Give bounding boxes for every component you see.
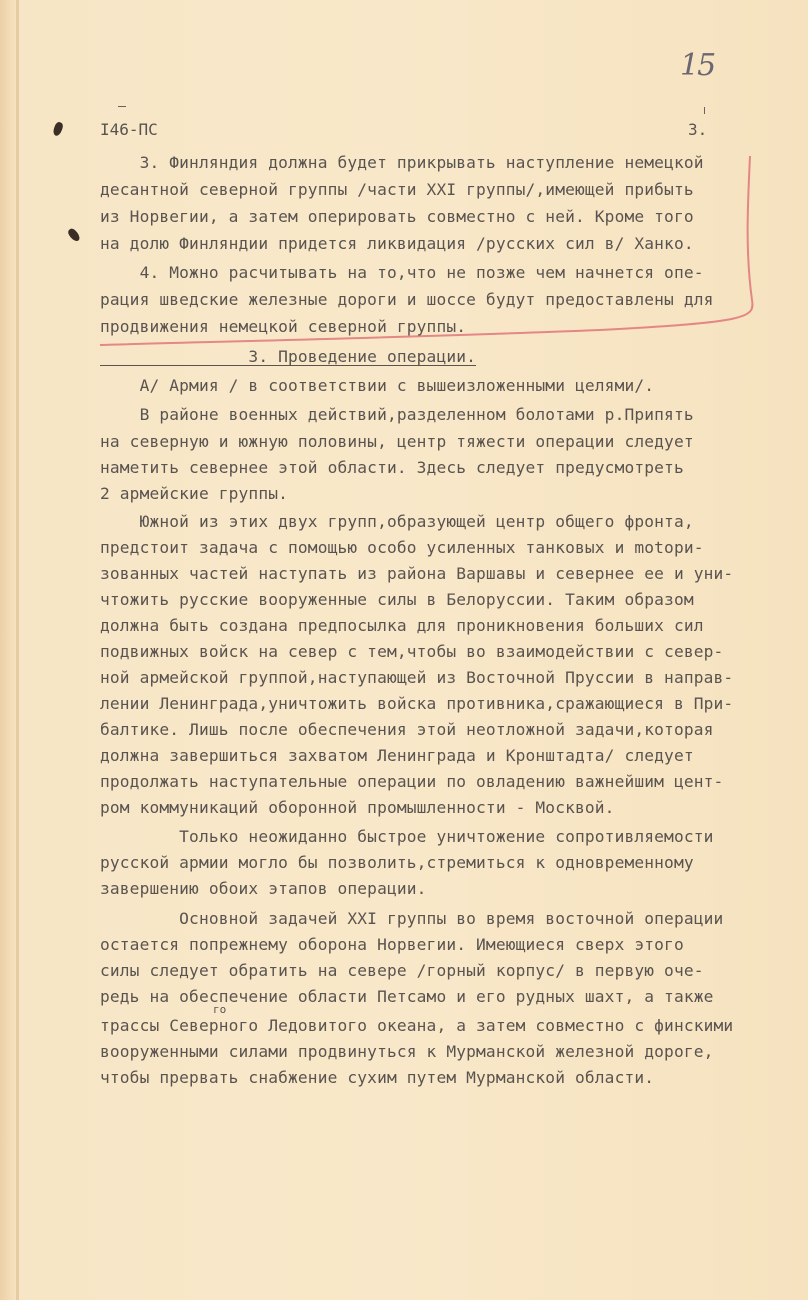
text-line: ром коммуникаций оборонной промышленности - Москвой. xyxy=(100,798,615,817)
text-line: рация шведские железные дороги и шоссе будут предоставлены для xyxy=(100,290,714,309)
sheet-number: 3. xyxy=(688,120,708,139)
text-line: наметить севернее этой области. Здесь следует предусмотреть xyxy=(100,458,684,477)
superscript-correction: го xyxy=(213,1003,227,1016)
text-line: балтике. Лишь после обеспечения этой неотложной задачи,которая xyxy=(100,720,714,739)
text-line: продолжать наступательные операции по овладению важнейшим цент- xyxy=(100,772,724,791)
document-reference: I46-ПС xyxy=(100,120,158,139)
text-line: предстоит задача с помощью особо усиленных танковых и motори- xyxy=(100,538,704,557)
text-line: продвижения немецкой северной группы. xyxy=(100,317,467,336)
text-line: трассы Северного Ледовитого океана, а затем совместно с финскими xyxy=(100,1016,734,1035)
text-line: ной армейской группой,наступающей из Восточной Пруссии в направ- xyxy=(100,668,734,687)
text-line: на северную и южную половины, центр тяжести операции следует xyxy=(100,432,694,451)
text-line: В районе военных действий,разделенном болотами р.Припять xyxy=(100,405,694,424)
text-line: 2 армейские группы. xyxy=(100,484,289,503)
text-line: из Норвегии, а затем оперировать совместно с ней. Кроме того xyxy=(100,207,694,226)
text-line: 3. Финляндия должна будет прикрывать наступление немецкой xyxy=(100,153,704,172)
text-line: Только неожиданно быстрое уничтожение сопротивляемости xyxy=(100,827,714,846)
text-line: вооруженными силами продвинуться к Мурманской железной дороге, xyxy=(100,1042,714,1061)
text-line: завершению обоих этапов операции. xyxy=(100,879,427,898)
text-line: остается попрежнему оборона Норвегии. Имеющиеся сверх этого xyxy=(100,935,684,954)
dash-mark xyxy=(118,106,126,107)
text-line: редь на обеспечение области Петсамо и его рудных шахт, а также xyxy=(100,987,714,1006)
text-line: должна быть создана предпосылка для проникновения больших сил xyxy=(100,616,704,635)
text-line: на долю Финляндии придется ликвидация /русских сил в/ Ханко. xyxy=(100,234,694,253)
handwritten-page-number: 15 xyxy=(680,48,715,83)
text-line: русской армии могло бы позволить,стремиться к одновременному xyxy=(100,853,694,872)
section-heading: 3. Проведение операции. xyxy=(100,347,477,366)
text-line: должна завершиться захватом Ленинграда и Кронштадта/ следует xyxy=(100,746,694,765)
text-line: А/ Армия / в соответствии с вышеизложенными целями/. xyxy=(100,376,655,395)
tick-mark xyxy=(704,107,705,114)
text-line: лении Ленинграда,уничтожить войска противника,сражающиеся в При- xyxy=(100,694,734,713)
text-line: силы следует обратить на севере /горный корпус/ в первую оче- xyxy=(100,961,704,980)
text-line: Основной задачей XXI группы во время восточной операции xyxy=(100,909,724,928)
text-line: Южной из этих двух групп,образующей центр общего фронта, xyxy=(100,512,694,531)
paper-fold xyxy=(16,0,19,1300)
text-line: 4. Можно расчитывать на то,что не позже чем начнется опе- xyxy=(100,263,704,282)
text-line: чтобы прервать снабжение сухим путем Мурманской области. xyxy=(100,1068,655,1087)
text-line: зованных частей наступать из района Варшавы и севернее ее и уни- xyxy=(100,564,734,583)
text-line: чтожить русские вооруженные силы в Белоруссии. Таким образом xyxy=(100,590,694,609)
text-line: подвижных войск на север с тем,чтобы во взаимодействии с север- xyxy=(100,642,724,661)
text-line: десантной северной группы /части XXI группы/,имеющей прибыть xyxy=(100,180,694,199)
